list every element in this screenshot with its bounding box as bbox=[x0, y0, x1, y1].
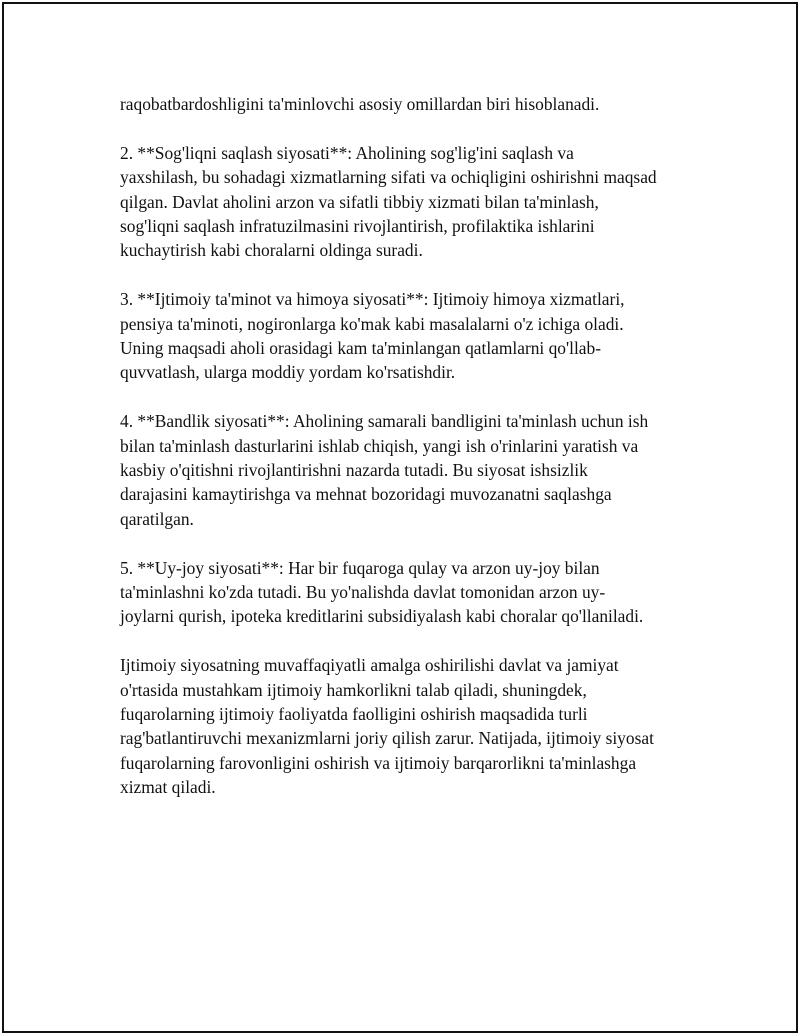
paragraph-employment-policy: 4. **Bandlik siyosati**: Aholining samarali bandligini ta'minlash uchun ish bilan ta'minlash dasturlarini ishlab chiqish, yangi ish o'rinlarini yaratish va kasbiy o'qitishni rivojlantirishni nazarda tutadi. Bu siyosat ishsizlik darajasini kamaytirishga va mehnat bozoridagi muvozanatni saqlashga qaratilgan. bbox=[120, 411, 649, 529]
paragraph-housing-policy: 5. **Uy-joy siyosati**: Har bir fuqaroga qulay va arzon uy-joy bilan ta'minlashni ko'zda tutadi. Bu yo'nalishda davlat tomonidan arzon uy- joylarni qurish, ipoteka kreditlarini subsidiyalash kabi choralar qo'llaniladi. bbox=[120, 557, 644, 627]
paragraph-health-policy: 2. **Sog'liqni saqlash siyosati**: Aholining sog'lig'ini saqlash va yaxshilash, bu sohadagi xizmatlarning sifati va ochiqligini oshirishni maqsad qilgan. Davlat aholini arzon va sifatli tibbiy xizmati bilan ta'minlash, sog'liqni saqlash infratuzilmasini rivojlantirish, profilaktika ishlarini kuchaytirish kabi choralarni oldinga suradi. bbox=[120, 142, 657, 261]
document-page bbox=[2, 2, 798, 1033]
document-body bbox=[120, 92, 700, 824]
paragraph-intro-end: raqobatbardoshligini ta'minlovchi asosiy omillardan biri hisoblanadi. bbox=[120, 94, 600, 114]
paragraph-conclusion: Ijtimoiy siyosatning muvaffaqiyatli amalga oshirilishi davlat va jamiyat o'rtasida mustahkam ijtimoiy hamkorlikni talab qiladi, shuningdek, fuqarolarning ijtimoiy faoliyatda faolligini oshirish maqsadida turli rag'batlantiruvchi mexanizmlarni joriy qilish zarur. Natijada, ijtimoiy siyosat fuqarolarning farovonligini oshirish va ijtimoiy barqarorlikni ta'minlashga xizmat qiladi. bbox=[120, 655, 654, 798]
paragraph-social-protection-policy: 3. **Ijtimoiy ta'minot va himoya siyosati**: Ijtimoiy himoya xizmatlari, pensiya ta'minoti, nogironlarga ko'mak kabi masalalarni o'z ichiga oladi. Uning maqsadi aholi orasidagi kam ta'minlangan qatlamlarni qo'llab- quvvatlash, ularga moddiy yordam ko'rsatishdir. bbox=[120, 289, 625, 383]
